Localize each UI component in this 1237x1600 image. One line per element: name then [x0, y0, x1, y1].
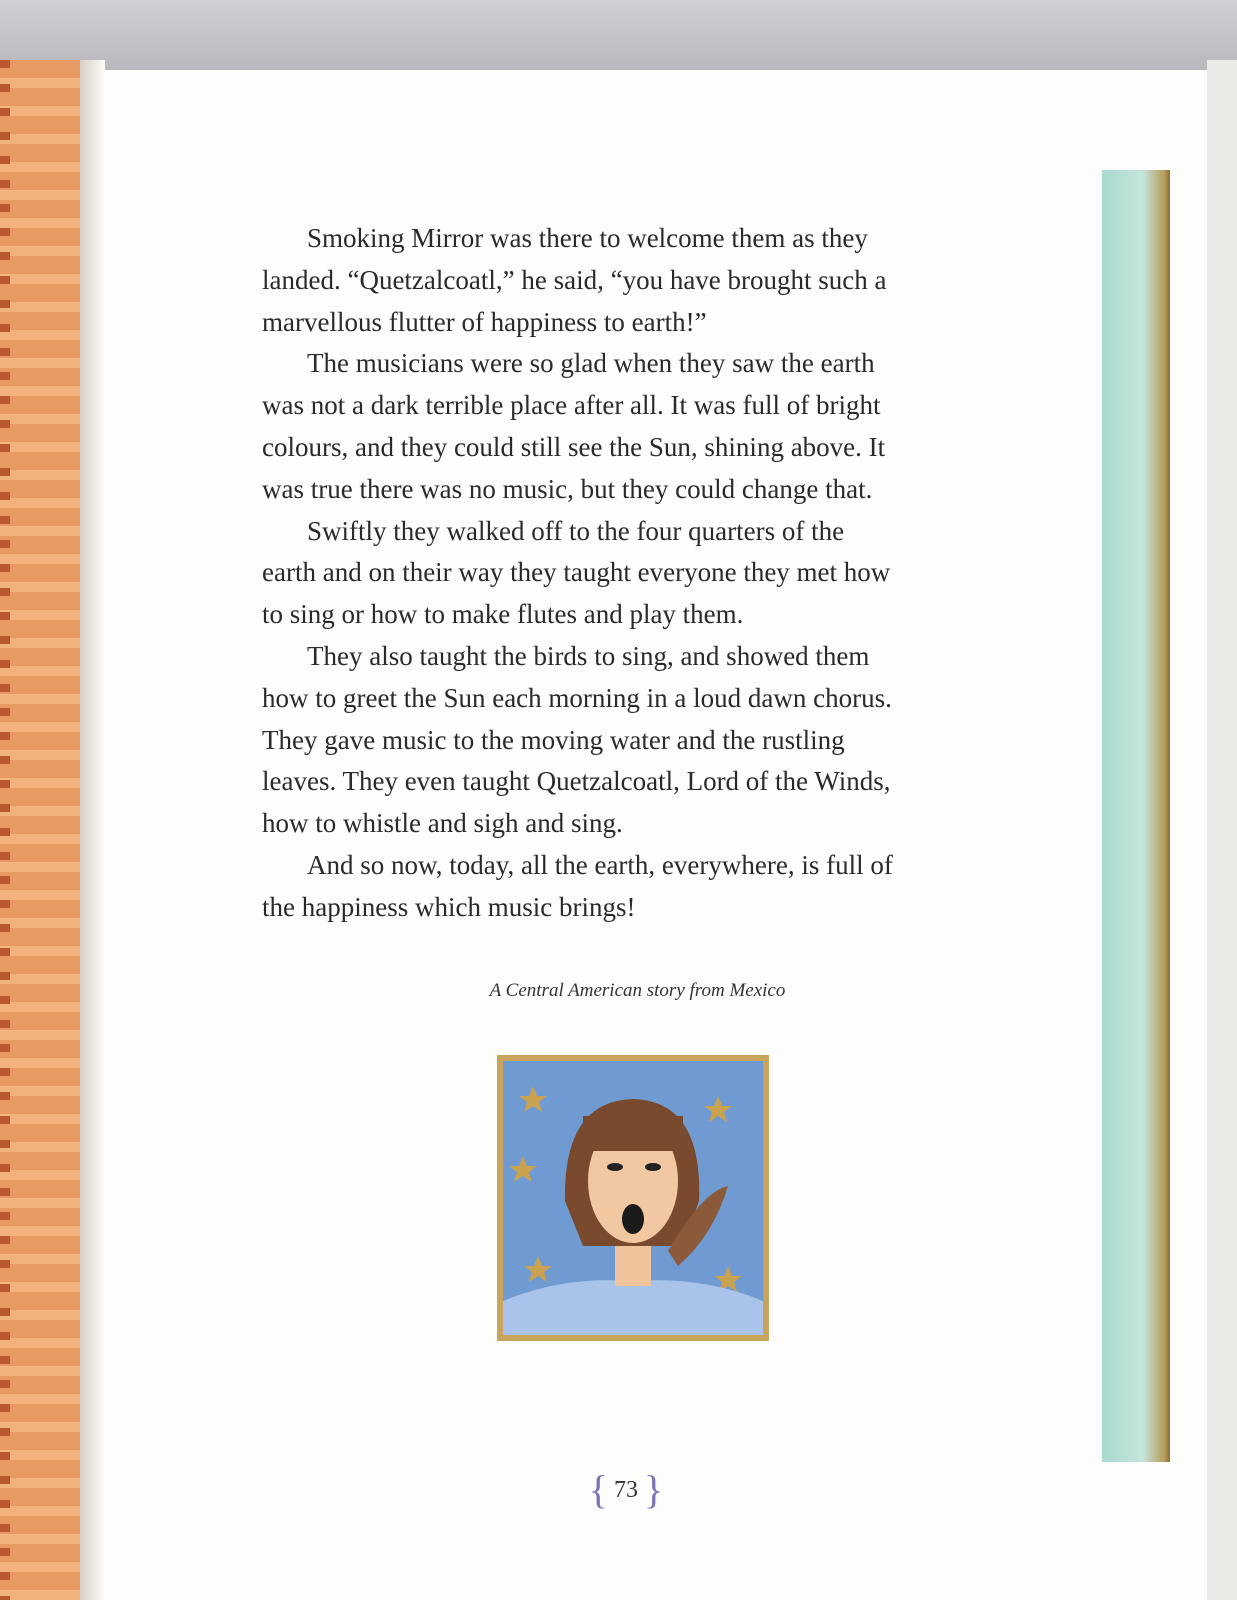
- text-line: leaves. They even taught Quetzalcoatl, Lord of the Winds,: [262, 766, 891, 797]
- credit-text: A Central American story from Mexico: [489, 980, 786, 1001]
- facing-page-pattern: [0, 60, 10, 1600]
- right-bracket-ornament: }: [644, 1467, 664, 1512]
- text-line: the happiness which music brings!: [262, 891, 636, 922]
- scan-top-band: [0, 0, 1237, 70]
- text-line: The musicians were so glad when they saw the earth: [307, 348, 875, 379]
- story-text: [262, 218, 1002, 929]
- text-line: landed. “Quetzalcoatl,” he said, “you have brought such a: [262, 264, 887, 295]
- text-line: was not a dark terrible place after all. It was full of bright: [262, 390, 881, 421]
- paragraph: [262, 511, 1002, 636]
- decorative-feather-border: [1102, 170, 1170, 1462]
- text-line: Swiftly they walked off to the four quarters of the: [307, 515, 845, 546]
- text-line: marvellous flutter of happiness to earth!”: [262, 306, 707, 337]
- paragraph: [262, 218, 1002, 343]
- page-edge: [1207, 60, 1237, 1600]
- page-number-text: 73: [614, 1477, 638, 1503]
- text-line: was true there was no music, but they could change that.: [262, 473, 873, 504]
- page-number: [580, 1466, 672, 1513]
- paragraph: [262, 845, 1002, 929]
- text-line: how to greet the Sun each morning in a loud dawn chorus.: [262, 682, 892, 713]
- illustration-image: [503, 1061, 763, 1335]
- left-bracket-ornament: {: [588, 1467, 608, 1512]
- text-line: They gave music to the moving water and the rustling: [262, 724, 845, 755]
- paragraph: [262, 343, 1002, 510]
- text-line: earth and on their way they taught everyone they met how: [262, 557, 891, 588]
- text-line: And so now, today, all the earth, everywhere, is full of: [307, 849, 893, 880]
- story-credit: [0, 980, 1237, 1002]
- text-line: colours, and they could still see the Sun, shining above. It: [262, 431, 886, 462]
- illustration-singing-woman: [497, 1055, 769, 1341]
- text-line: how to whistle and sigh and sing.: [262, 808, 623, 839]
- text-line: Smoking Mirror was there to welcome them as they: [307, 223, 868, 253]
- text-line: to sing or how to make flutes and play them.: [262, 599, 744, 630]
- text-line: They also taught the birds to sing, and showed them: [307, 640, 870, 671]
- paragraph: [262, 636, 1002, 845]
- facing-page-edge: [0, 60, 80, 1600]
